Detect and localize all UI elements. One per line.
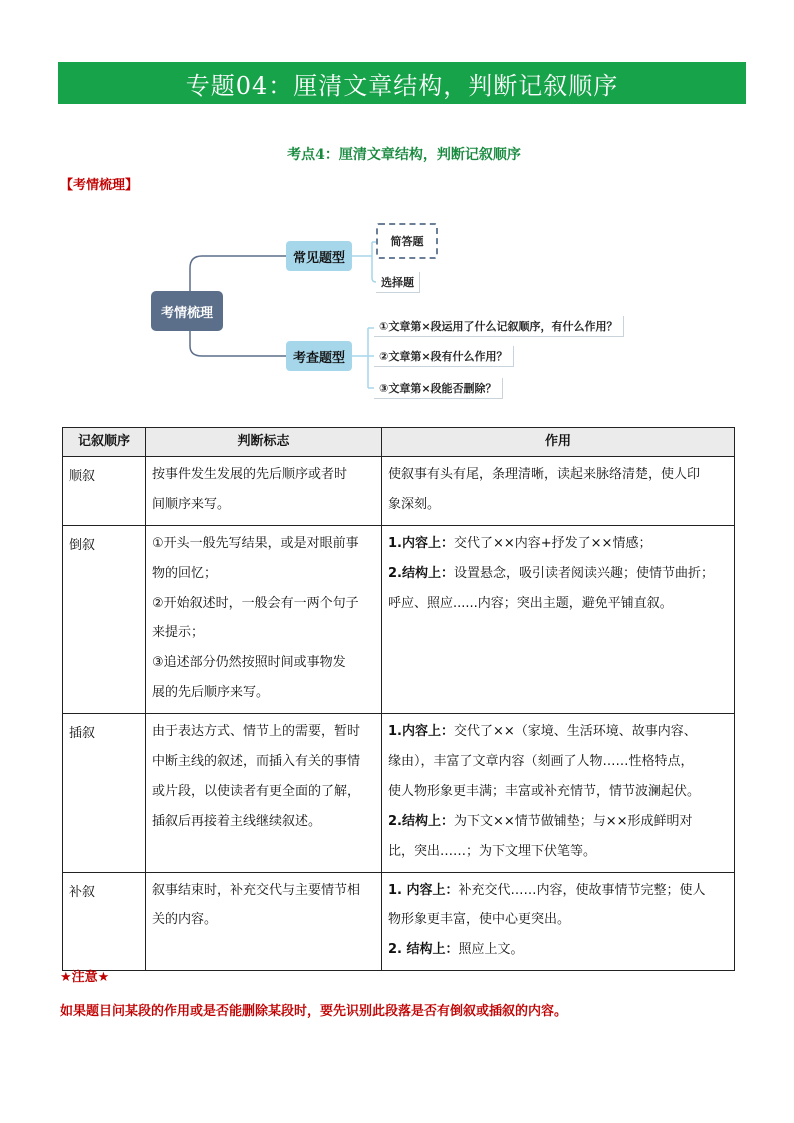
signs-line: 叙事结束时，补充交代与主要情节相 xyxy=(152,882,361,898)
mind-map-category-exam: 考查题型 xyxy=(286,341,352,371)
order-cell: 顺叙 xyxy=(63,457,146,526)
header-order: 记叙顺序 xyxy=(63,428,146,457)
subtitle: 考点4：厘清文章结构，判断记叙顺序 xyxy=(287,147,521,163)
effects-line: 2.结构上：设置悬念，吸引读者阅读兴趣；使情节曲折； xyxy=(388,565,714,581)
mind-map-item-question-2: ②文章第×段有什么作用？ xyxy=(374,346,514,367)
signs-line: 按事件发生发展的先后顺序或者时 xyxy=(152,467,348,482)
effects-cell xyxy=(382,525,735,713)
mind-map-item-multiple-choice: 选择题 xyxy=(376,272,420,293)
effects-line: 2. 结构上：照应上文。 xyxy=(388,942,524,958)
effects-line: 2.结构上：为下文××情节做铺垫；与××形成鲜明对 xyxy=(388,813,693,829)
mind-map xyxy=(148,218,668,408)
table-row xyxy=(63,714,735,872)
signs-line: 插叙后再接着主线继续叙述。 xyxy=(152,813,322,829)
signs-cell xyxy=(146,872,382,971)
effects-line: 比，突出……；为下文埋下伏笔等。 xyxy=(388,843,597,859)
signs-line: 中断主线的叙述，而插入有关的事情 xyxy=(152,754,361,770)
table-row xyxy=(63,457,735,526)
effects-line: 物形象更丰富，使中心更突出。 xyxy=(388,912,571,928)
signs-line: 间顺序来写。 xyxy=(152,496,231,512)
order-cell: 倒叙 xyxy=(63,525,146,713)
mind-map-item-question-3: ③文章第×段能否删除？ xyxy=(374,378,503,399)
effects-line: 呼应、照应......内容；突出主题，避免平铺直叙。 xyxy=(388,595,673,611)
mind-map-item-question-1: ①文章第×段运用了什么记叙顺序，有什么作用？ xyxy=(374,316,624,337)
note-text: 如果题目问某段的作用或是否能删除某段时，要先识别此段落是否有倒叙或插叙的内容。 xyxy=(60,1004,568,1019)
effects-cell xyxy=(382,714,735,872)
signs-cell xyxy=(146,714,382,872)
table-header-row xyxy=(63,428,735,457)
mind-map-root: 考情梳理 xyxy=(151,291,223,331)
signs-cell xyxy=(146,525,382,713)
effects-cell xyxy=(382,457,735,526)
header-effects: 作用 xyxy=(382,428,735,457)
order-cell: 补叙 xyxy=(63,872,146,971)
signs-cell xyxy=(146,457,382,526)
narrative-order-table xyxy=(62,427,735,971)
signs-line: 或片段，以使读者有更全面的了解， xyxy=(152,783,361,799)
note-title: ★注意★ xyxy=(60,970,110,985)
effects-line: 1.内容上：交代了××内容+抒发了××情感； xyxy=(388,535,652,551)
narrative-order-table-wrap xyxy=(62,427,734,971)
page-title-banner xyxy=(58,62,746,104)
effects-line: 象深刻。 xyxy=(388,496,441,512)
signs-line: 关的内容。 xyxy=(152,912,218,928)
signs-line: ①开头一般先写结果，或是对眼前事 xyxy=(152,535,359,551)
signs-line: ②开始叙述时，一般会有一两个句子 xyxy=(152,595,359,611)
effects-line: 使叙事有头有尾，条理清晰，读起来脉络清楚，使人印 xyxy=(388,467,701,482)
signs-line: ③追述部分仍然按照时间或事物发 xyxy=(152,655,346,671)
signs-line: 展的先后顺序来写。 xyxy=(152,685,270,701)
signs-line: 由于表达方式、情节上的需要，暂时 xyxy=(152,724,361,740)
order-cell: 插叙 xyxy=(63,714,146,872)
table-row xyxy=(63,872,735,971)
mind-map-item-short-answer: 简答题 xyxy=(376,223,438,259)
effects-line: 缘由），丰富了文章内容（刻画了人物……性格特点， xyxy=(388,754,694,770)
signs-line: 来提示； xyxy=(152,625,205,641)
table-row xyxy=(63,525,735,713)
effects-line: 1.内容上：交代了××（家境、生活环境、故事内容、 xyxy=(388,724,697,740)
effects-line: 使人物形象更丰满；丰富或补充情节，情节波澜起伏。 xyxy=(388,783,701,799)
page-title: 专题04：厘清文章结构，判断记叙顺序 xyxy=(185,71,619,100)
signs-line: 物的回忆； xyxy=(152,565,218,581)
section-label: 【考情梳理】 xyxy=(60,178,139,193)
effects-line: 1. 内容上：补充交代……内容，使故事情节完整；使人 xyxy=(388,882,706,898)
header-signs: 判断标志 xyxy=(146,428,382,457)
effects-cell xyxy=(382,872,735,971)
mind-map-category-common: 常见题型 xyxy=(286,241,352,271)
